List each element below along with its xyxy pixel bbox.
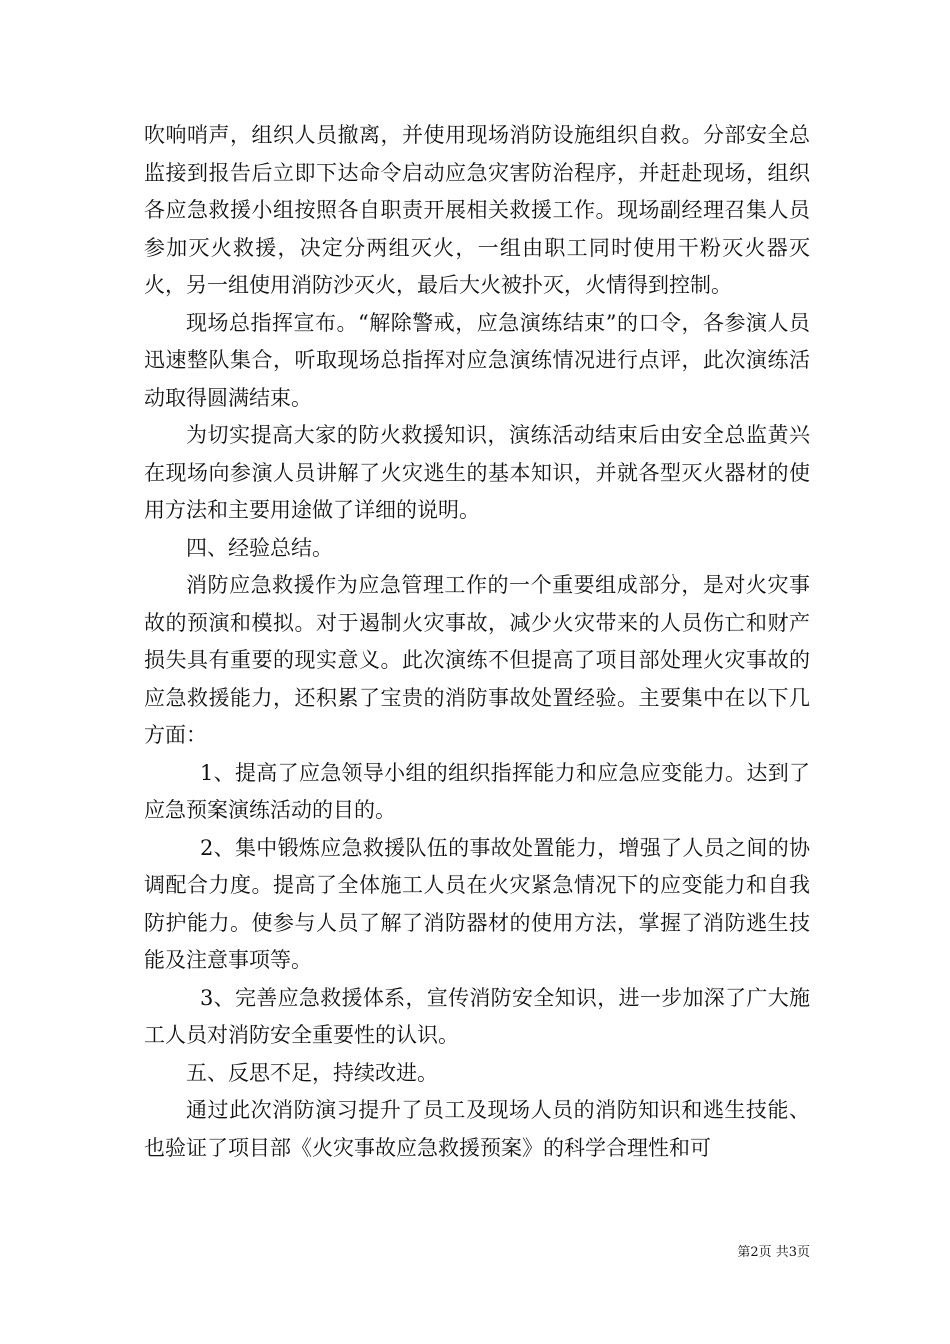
page-number: 第2页 共3页 [737,1245,810,1260]
paragraph-experience-summary: 消防应急救援作为应急管理工作的一个重要组成部分，是对火灾事故的预演和模拟。对于遏制火灾事故，减少火灾带来的人员伤亡和财产损失具有重要的现实意义。此次演练不但提高了项目部处理火灾事故的应急救援能力，还积累了宝贵的消防事故处置经验。主要集中在以下几方面： [144,573,810,747]
paragraph-rescue-actions: 吹响哨声，组织人员撤离，并使用现场消防设施组织自救。分部安全总监接到报告后立即下达命令启动应急灾害防治程序，并赶赴现场，组织各应急救援小组按照各自职责开展相关救援工作。现场副经理召集人员参加灭火救援，决定分两组灭火，一组由职工同时使用干粉灭火器灭火，另一组使用消防沙灭火，最后大火被扑灭，火情得到控制。 [144,123,810,297]
list-item-1: 1、提高了应急领导小组的组织指挥能力和应急应变能力。达到了应急预案演练活动的目的。 [144,760,810,822]
section-heading-experience: 四、经验总结。 [186,535,333,560]
paragraph-reflection: 通过此次消防演习提升了员工及现场人员的消防知识和逃生技能、也验证了项目部《火灾事故应急救援预案》的科学合理性和可 [144,1098,810,1160]
list-item-2: 2、集中锻炼应急救援队伍的事故处置能力，增强了人员之间的协调配合力度。提高了全体施工人员在火灾紧急情况下的应变能力和自我防护能力。使参与人员了解了消防器材的使用方法，掌握了消防逃生技能及注意事项等。 [144,835,810,972]
section-heading-reflection: 五、反思不足，持续改进。 [186,1060,438,1085]
list-item-3: 3、完善应急救援体系，宣传消防安全知识，进一步加深了广大施工人员对消防安全重要性的认识。 [144,985,810,1047]
paragraph-knowledge-lecture: 为切实提高大家的防火救援知识，演练活动结束后由安全总监黄兴在现场向参演人员讲解了火灾逃生的基本知识，并就各型灭火器材的使用方法和主要用途做了详细的说明。 [144,423,810,522]
paragraph-drill-end: 现场总指挥宣布。“解除警戒，应急演练结束”的口令，各参演人员迅速整队集合，听取现场总指挥对应急演练情况进行点评，此次演练活动取得圆满结束。 [144,310,810,410]
document-body [144,117,810,1167]
